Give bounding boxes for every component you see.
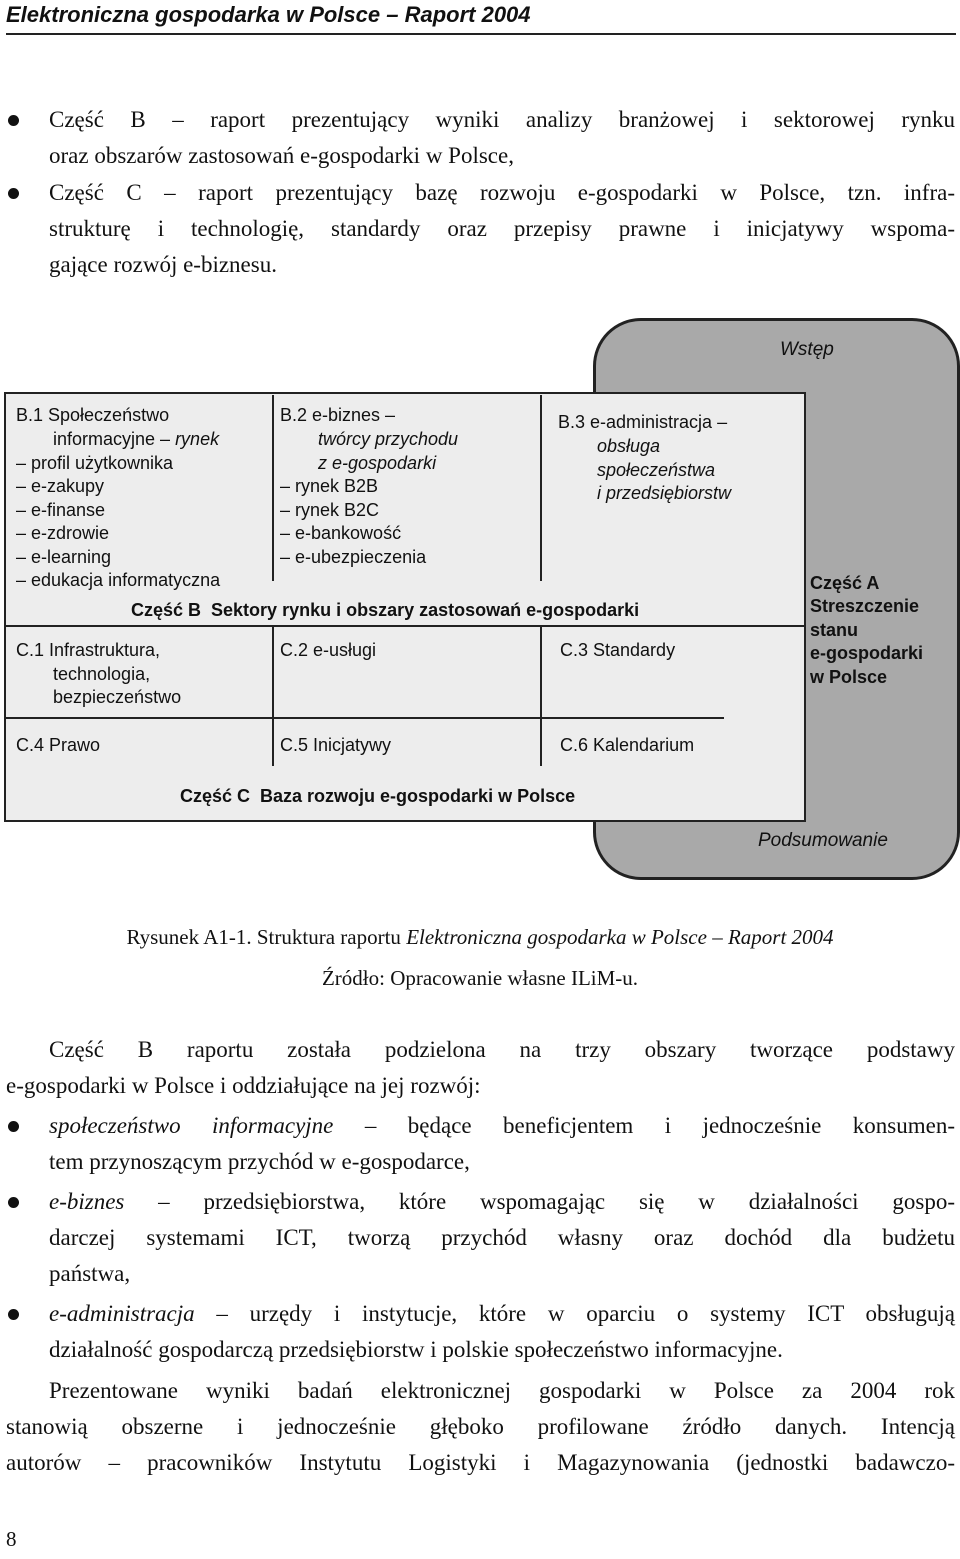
b1-item: – edukacja informatyczna (16, 570, 221, 590)
bullet-marker (8, 1121, 19, 1132)
divider-c2-c3 (540, 627, 542, 719)
header-title: Elektroniczna gospodarka w Polsce – Raport 2004 (6, 2, 531, 27)
b1-item: – profil użytkownika (16, 453, 174, 473)
body-para-2-line-2: stanowią obszerne i jednocześnie głęboko profilowane źródło danych. Intencją (6, 1414, 955, 1439)
c2-label: C.2 e-usługi (280, 640, 377, 660)
body-para-2-line-1: Prezentowane wyniki badań elektronicznej gospodarki w Polsce za 2004 rok (49, 1378, 955, 1403)
body-bullet-1-line-2: tem przynoszącym przychód w e-gospodarce, (49, 1149, 470, 1174)
intro-bullet-2-line-1: Część C – raport prezentujący bazę rozwoju e-gospodarki w Polsce, tzn. infra- (49, 180, 955, 205)
divider-c4-c5 (272, 719, 274, 766)
part-a-line: stanu (810, 620, 859, 640)
b2-item: – rynek B2C (280, 500, 380, 520)
bullet-marker (8, 188, 19, 199)
body-bullet-2-line-2: darczej systemami ICT, tworzą przychód własny oraz dochód dla budżetu (49, 1225, 955, 1250)
c1-subtitle: technologia, (53, 664, 151, 684)
c1-title: C.1 Infrastruktura, (16, 640, 161, 660)
divider-b1-b2 (272, 395, 274, 581)
b1-item: – e-finanse (16, 500, 106, 520)
page-number: 8 (6, 1527, 17, 1551)
c5-label: C.5 Inicjatywy (280, 735, 392, 755)
body-para-2-line-3: autorów – pracowników Instytutu Logistyki i Magazynowania (jednostki badawczo- (6, 1450, 955, 1475)
intro-bullet-2-line-2: strukturę i technologię, standardy oraz przepisy prawne i inicjatywy wspoma- (49, 216, 955, 241)
figure-caption: Rysunek A1-1. Struktura raportu Elektroniczna gospodarka w Polsce – Raport 2004 (126, 925, 834, 949)
b2-subtitle: twórcy przychodu (318, 429, 459, 449)
b3-title: B.3 e-administracja – (558, 412, 728, 432)
body-bullet-2-line-3: państwa, (49, 1261, 131, 1286)
part-a-line: Streszczenie (810, 596, 920, 616)
part-a-title: Część A (810, 573, 880, 593)
b1-item: – e-learning (16, 547, 112, 567)
body-bullet-3-line-1: e-administracja – urzędy i instytucje, które w oparciu o systemy ICT obsługują (49, 1301, 955, 1326)
bullet-marker (8, 1197, 19, 1208)
page-header (6, 0, 956, 30)
b2-title: B.2 e-biznes – (280, 405, 396, 425)
part-b-label: Część B Sektory rynku i obszary zastosowań e-gospodarki (131, 600, 640, 620)
b1-item: – e-zdrowie (16, 523, 110, 543)
b2-item: – rynek B2B (280, 476, 379, 496)
b1-item: – e-zakupy (16, 476, 105, 496)
body-bullet-3-line-2: działalność gospodarczą przedsiębiorstw i polskie społeczeństwo informacyjne. (49, 1337, 783, 1362)
c4-label: C.4 Prawo (16, 735, 101, 755)
part-a-line: e-gospodarki (810, 643, 924, 663)
divider-c1-c2 (272, 627, 274, 719)
wstep-label: Wstęp (780, 339, 834, 360)
bullet-marker (8, 115, 19, 126)
b1-title: B.1 Społeczeństwo (16, 405, 170, 425)
part-a-line: w Polsce (810, 667, 888, 687)
body-bullet-1-line-1: społeczeństwo informacyjne – będące beneficjentem i jednocześnie konsumen- (49, 1113, 955, 1138)
divider-c5-c6 (540, 719, 542, 766)
divider-c-rows (4, 717, 724, 719)
body-bullet-2-line-1: e-biznes – przedsiębiorstwa, które wspomagając się w działalności gospo- (49, 1189, 955, 1214)
part-c-label: Część C Baza rozwoju e-gospodarki w Polsce (180, 786, 576, 806)
b3-subtitle: i przedsiębiorstw (597, 483, 732, 503)
divider-b2-b3 (540, 395, 542, 581)
body-para-1-line-1: Część B raportu została podzielona na trzy obszary tworzące podstawy (49, 1037, 955, 1062)
b3-subtitle: obsługa (597, 436, 661, 456)
report-structure-diagram (0, 315, 960, 890)
b2-item: – e-ubezpieczenia (280, 547, 427, 567)
bullet-marker (8, 1309, 19, 1320)
intro-bullet-2-line-3: gające rozwój e-biznesu. (49, 252, 277, 277)
intro-bullet-1-line-1: Część B – raport prezentujący wyniki analizy branżowej i sektorowej rynku (49, 107, 955, 132)
b2-subtitle: z e-gospodarki (318, 453, 437, 473)
header-rule (6, 33, 956, 35)
c6-label: C.6 Kalendarium (560, 735, 695, 755)
intro-bullet-1-line-2: oraz obszarów zastosowań e-gospodarki w Polsce, (49, 143, 514, 168)
b3-subtitle: społeczeństwa (597, 460, 716, 480)
podsumowanie-label: Podsumowanie (758, 830, 888, 851)
b1-subtitle: informacyjne – rynek (53, 429, 220, 449)
b2-item: – e-bankowość (280, 523, 402, 543)
c1-subtitle: bezpieczeństwo (53, 687, 182, 707)
divider-b-c (4, 625, 806, 627)
figure-source: Źródło: Opracowanie własne ILiM-u. (321, 966, 639, 990)
body-para-1-line-2: e-gospodarki w Polsce i oddziałujące na jej rozwój: (6, 1073, 481, 1098)
c3-label: C.3 Standardy (560, 640, 676, 660)
